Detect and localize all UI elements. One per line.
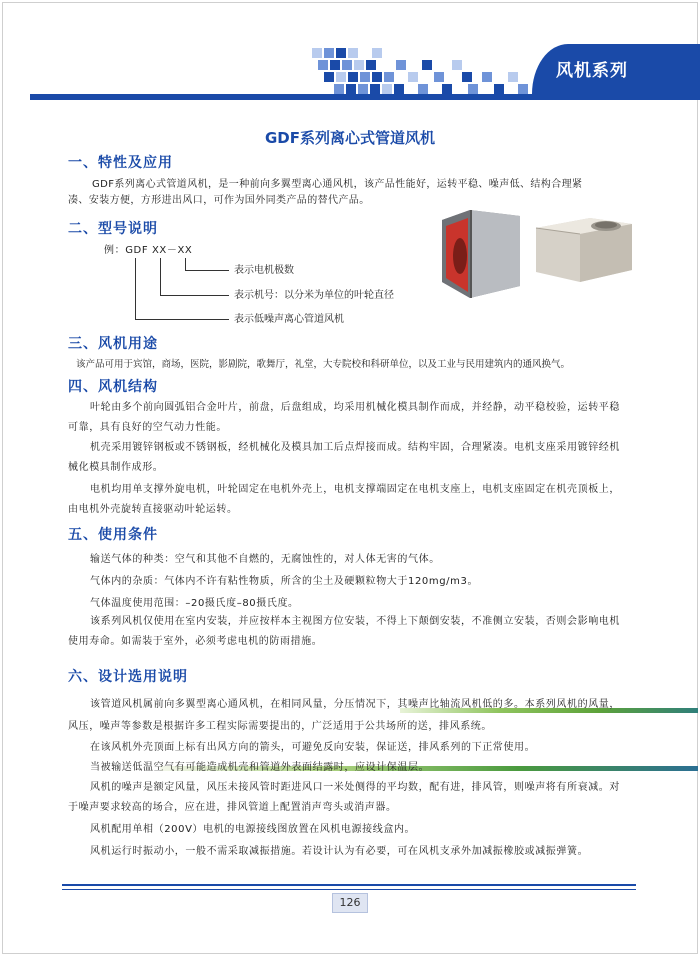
document-title: GDF系列离心式管道风机 [264, 129, 435, 147]
section-5-para-4: 该系列风机仅使用在室内安装，并应按样本主视图方位安装，不得上下颠倒安装，不准侧立安装，否则会影响电机使用寿命。如需装于室外，必须考虑电机的防雨措施。 [68, 616, 620, 647]
model-code-example: 例：GDF XX－XX [104, 245, 193, 256]
model-label-type: 表示低噪声离心管道风机 [234, 314, 344, 325]
section-1-line-1: GDF系列离心式管道风机，是一种前向多翼型离心通风机，该产品性能好，运转平稳、噪声低、结构合理紧 [92, 179, 583, 190]
section-6-para-3: 当被输送低温空气有可能造成机壳和管道外表面结露时，应设计保温层。 [90, 762, 430, 773]
section-4-para-3: 电机均用单支撑外旋电机，叶轮固定在电机外壳上，电机支撑端固定在电机支座上，电机支座固定在机壳顶板上，由电机外壳旋转直接驱动叶轮运转。 [68, 484, 620, 515]
section-6-para-2: 在该风机外壳顶面上标有出风方向的箭头，可避免反向安装，保证送，排风系列的下正常使用。 [90, 742, 536, 753]
footer-rule [62, 884, 636, 886]
footer-rule [62, 889, 636, 890]
model-label-size: 表示机号：以分米为单位的叶轮直径 [234, 290, 394, 301]
header-mosaic-decoration [312, 46, 538, 94]
section-heading-2: 二、型号说明 [68, 221, 158, 237]
section-heading-4: 四、风机结构 [68, 379, 158, 395]
model-label-poles: 表示电机极数 [234, 265, 294, 276]
fan-photo-red [432, 208, 524, 300]
section-6-para-4: 风机的噪声是额定风量，风压未接风管时距进风口一米处侧得的平均数，配有进，排风管，则噪声将有所衰减。对于噪声要求较高的场合，应在进，排风管道上配置消声弯头或消声器。 [68, 782, 620, 813]
section-heading-6: 六、设计选用说明 [68, 669, 188, 685]
diagram-line [160, 295, 229, 296]
diagram-line [185, 270, 229, 271]
section-6-para-6: 风机运行时振动小，一般不需采取减振措施。若设计认为有必要，可在风机支承外加减振橡胶或减振弹簧。 [90, 846, 589, 857]
section-4-para-2: 机壳采用镀锌钢板或不锈钢板，经机械化及模具加工后点焊接而成。结构牢固，合理紧凑。电机支座采用镀锌经机械化模具制作成形。 [68, 442, 620, 473]
section-3-text: 该产品可用于宾馆，商场，医院，影剧院，歌舞厅，礼堂，大专院校和科研单位，以及工业与民用建筑内的通风换气。 [76, 359, 571, 370]
section-1-line-2: 凑、安装方便，方形进出风口，可作为国外同类产品的替代产品。 [68, 195, 370, 206]
section-heading-1: 一、特性及应用 [68, 155, 173, 171]
diagram-line [135, 319, 229, 320]
section-heading-5: 五、使用条件 [68, 527, 158, 543]
section-5-para-1: 输送气体的种类：空气和其他不自燃的，无腐蚀性的，对人体无害的气体。 [90, 554, 440, 565]
series-title: 风机系列 [556, 61, 628, 81]
diagram-line [160, 258, 161, 296]
section-5-para-2: 气体内的杂质：气体内不许有粘性物质，所含的尘土及硬颗粒物大于120mg/m3。 [90, 576, 479, 587]
page-number: 126 [332, 893, 368, 913]
section-6-para-1: 该管道风机属前向多翼型离心通风机，在相同风量，分压情况下，其噪声比轴流风机低的多。本系列风机的风量，风压，噪声等参数是根据许多工程实际需要提出的，广泛适用于公共场所的送，排风系统。 [68, 699, 620, 732]
section-4-para-1: 叶轮由多个前向圆弧铝合金叶片，前盘，后盘组成，均采用机械化模具制作而成，并经静，动平稳校验，运转平稳可靠，具有良好的空气动力性能。 [68, 402, 620, 433]
diagram-line [135, 258, 136, 320]
section-6-para-5: 风机配用单相（200V）电机的电源接线图放置在风机电源接线盒内。 [90, 824, 416, 835]
section-5-para-3: 气体温度使用范围：–20摄氏度–80摄氏度。 [90, 598, 299, 609]
header-band [30, 94, 700, 100]
section-heading-3: 三、风机用途 [68, 336, 158, 352]
fan-photo-silver [530, 214, 636, 286]
